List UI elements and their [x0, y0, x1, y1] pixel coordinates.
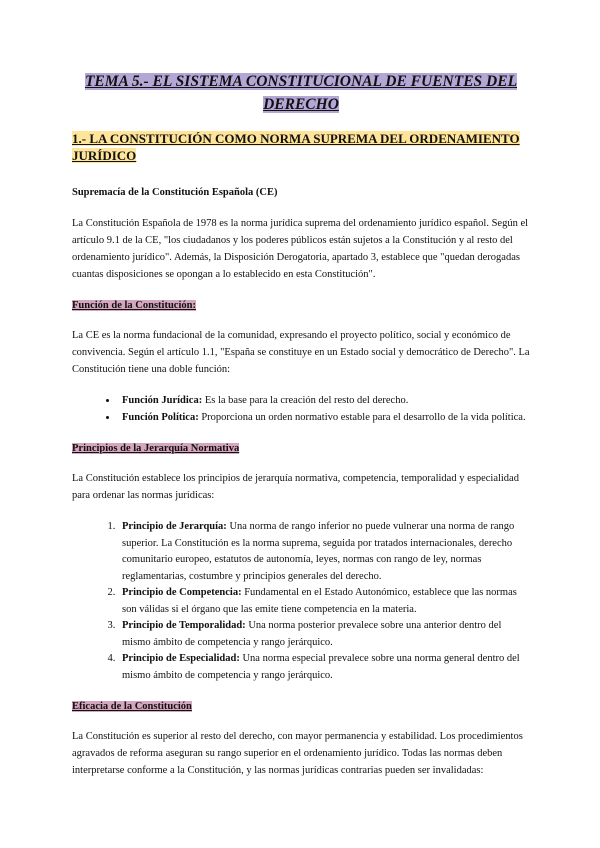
paragraph-principios: La Constitución establece los principios de jerarquía normativa, competencia, temporalidad y especialidad para ordenar las normas jurídicas: [72, 473, 519, 501]
item-label: Principio de Jerarquía: [122, 521, 227, 532]
subheading-supremacia: Supremacía de la Constitución Española (CE) [72, 187, 278, 198]
item-text: Es la base para la creación del resto del derecho. [202, 395, 409, 406]
subheading-funcion-text: Función de la Constitución: [72, 300, 196, 311]
item-label: Función Política: [122, 411, 199, 423]
section-heading-text: 1.- LA CONSTITUCIÓN COMO NORMA SUPREMA DEL ORDENAMIENTO JURÍDICO [72, 131, 520, 163]
item-text: Fundamental en el Estado Autonómico, establece que las normas son válidas si el órgano que las emite tiene competencia en la materia. [122, 587, 517, 615]
principios-list [72, 519, 530, 684]
paragraph-eficacia: La Constitución es superior al resto del derecho, con mayor permanencia y estabilidad. Los procedimientos agravados de reforma aseguran su rango superior en el ordenamiento jurídico. Todas las normas deben interpretarse conforme a la Constitución, y las normas jurídicas contrarias pueden ser invalidadas: [72, 731, 523, 776]
title-text: TEMA 5.- EL SISTEMA CONSTITUCIONAL DE FUENTES DEL DERECHO [84, 73, 518, 113]
paragraph-supremacia: La Constitución Española de 1978 es la norma jurídica suprema del ordenamiento jurídico español. Según el artículo 9.1 de la CE, "los ciudadanos y los poderes públicos están sujetos a la Constitución y al resto del ordenamiento jurídico". Además, la Disposición Derogatoria, apartado 3, establece que "quedan derogadas cuantas disposiciones se opongan a lo establecido en esta Constitución". [72, 218, 529, 280]
document-title [72, 70, 530, 116]
list-item [118, 651, 530, 684]
item-label: Principio de Competencia: [122, 587, 242, 598]
subheading-eficacia-text: Eficacia de la Constitución [72, 701, 192, 712]
subheading-principios [72, 441, 530, 457]
item-label: Principio de Especialidad: [122, 653, 240, 664]
item-text: Una norma de rango inferior no puede vulnerar una norma de rango superior. La Constitución es la norma suprema, seguida por tratados internacionales, derecho comunitario europeo, estatutos de autonomía, leyes, normas con rango de ley, normas reglamentarias, costumbre y principios generales del derecho. [122, 521, 515, 582]
item-text: Una norma especial prevalece sobre una norma general dentro del mismo ámbito de competencia y rango jerárquico. [122, 653, 520, 681]
paragraph-funcion: La CE es la norma fundacional de la comunidad, expresando el proyecto político, social y económico de convivencia. Según el artículo 1.1, "España se constituye en un Estado social y democrático de Derecho". La Constitución tiene una doble función: [72, 330, 530, 375]
subheading-funcion [72, 298, 530, 314]
list-item [118, 519, 530, 585]
item-text: Proporciona un orden normativo estable para el desarrollo de la vida política. [198, 411, 526, 423]
item-label: Principio de Temporalidad: [122, 620, 246, 631]
item-text: Una norma posterior prevalece sobre una anterior dentro del mismo ámbito de competencia y rango jerárquico. [122, 620, 502, 648]
list-item [118, 618, 530, 651]
subheading-principios-text: Principios de la Jerarquía Normativa [72, 443, 240, 454]
list-item [118, 410, 530, 427]
list-item [118, 585, 530, 618]
section-heading [72, 130, 530, 164]
funcion-list [72, 393, 530, 426]
item-label: Función Jurídica: [122, 395, 203, 406]
subheading-eficacia [72, 699, 530, 715]
list-item [118, 393, 530, 410]
